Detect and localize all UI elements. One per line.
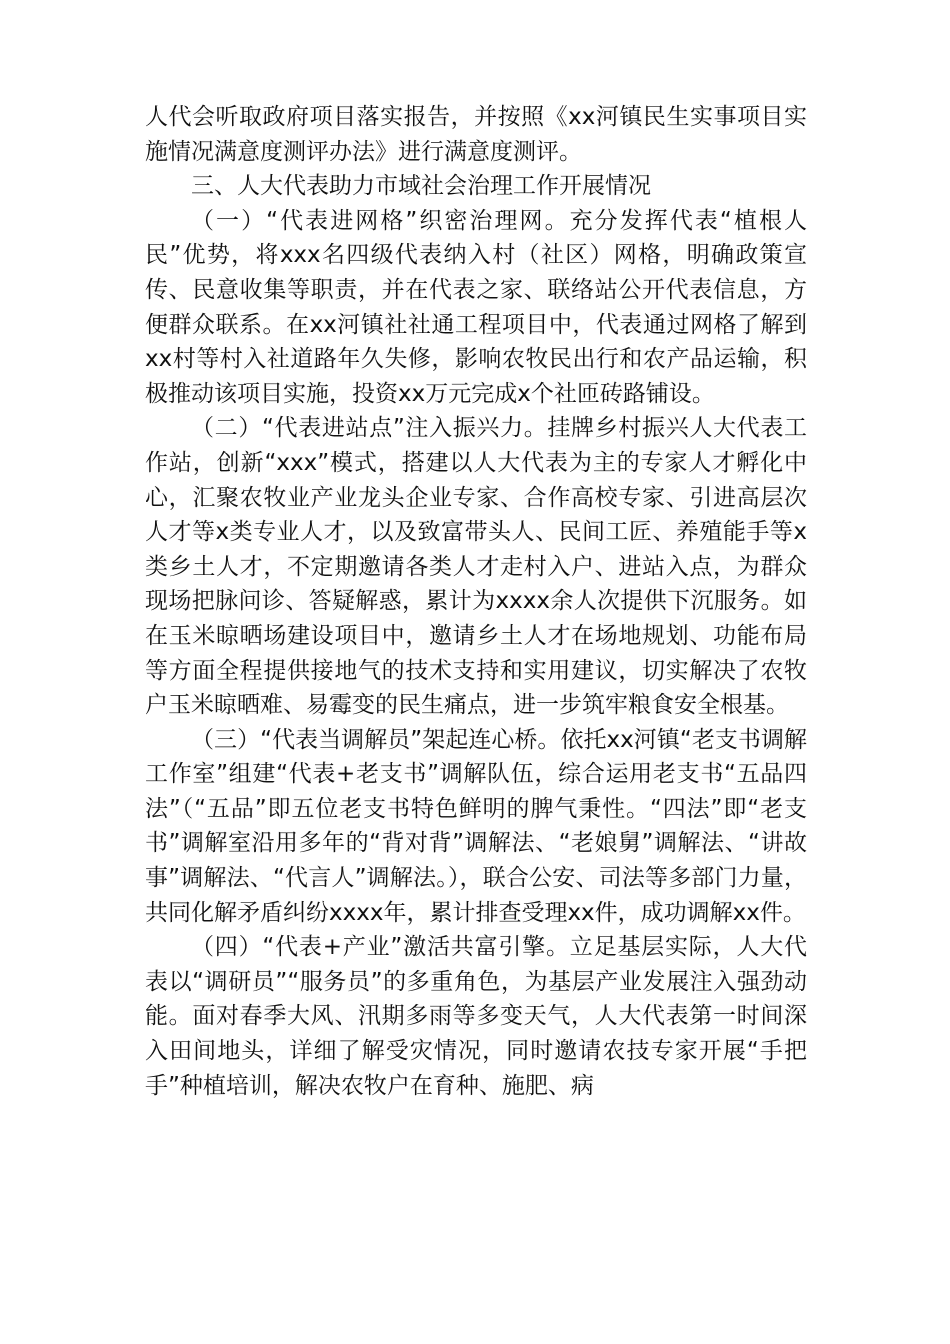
section-heading-3: 三、人大代表助力市域社会治理工作开展情况	[191, 173, 651, 200]
paragraph-report-continuation: 人代会听取政府项目落实报告，并按照《xx河镇民生实事项目实施情况满意度测评办法》进行满意度测评。	[145, 104, 807, 165]
paragraph-mediator-representatives: （三）“代表当调解员”架起连心桥。依托xx河镇“老支书调解工作室”组建“代表+老支书”调解队伍，综合运用老支书“五品四法”（“五品”即五位老支书特色鲜明的脾气秉性。“四法”即“老支书”调解室沿用多年的“背对背”调解法、“老娘舅”调解法、“讲故事”调解法、“代言人”调解法。），联合公安、司法等多部门力量，共同化解矛盾纠纷xxxx年，累计排查受理xx件，成功调解xx件。	[145, 726, 807, 926]
paragraph-industry-representatives: （四）“代表+产业”激活共富引擎。立足基层实际，人大代表以“调研员”“服务员”的多重角色，为基层产业发展注入强劲动能。面对春季大风、汛期多雨等多变天气，人大代表第一时间深入田间地头，详细了解受灾情况，同时邀请农技专家开展“手把手”种植培训，解决农牧户在育种、施肥、病	[145, 934, 807, 1099]
paragraph-station-representatives: （二）“代表进站点”注入振兴力。挂牌乡村振兴人大代表工作站，创新“xxx”模式，搭建以人大代表为主的专家人才孵化中心，汇聚农牧业产业龙头企业专家、合作高校专家、引进高层次人才等x类专业人才，以及致富带头人、民间工匠、养殖能手等x类乡土人才，不定期邀请各类人才走村入户、进站入点，为群众现场把脉问诊、答疑解惑，累计为xxxx余人次提供下沉服务。如在玉米晾晒场建设项目中，邀请乡土人才在场地规划、功能布局等方面全程提供接地气的技术支持和实用建议，切实解决了农牧户玉米晾晒难、易霉变的民生痛点，进一步筑牢粮食安全根基。	[145, 415, 807, 719]
paragraph-grid-representatives: （一）“代表进网格”织密治理网。充分发挥代表“植根人民”优势，将xxx名四级代表纳入村（社区）网格，明确政策宣传、民意收集等职责，并在代表之家、联络站公开代表信息，方便群众联系。在xx河镇社社通工程项目中，代表通过网格了解到xx村等村入社道路年久失修，影响农牧民出行和农产品运输，积极推动该项目实施，投资xx万元完成x个社匝砖路铺设。	[145, 207, 807, 407]
document-body	[145, 100, 807, 1103]
